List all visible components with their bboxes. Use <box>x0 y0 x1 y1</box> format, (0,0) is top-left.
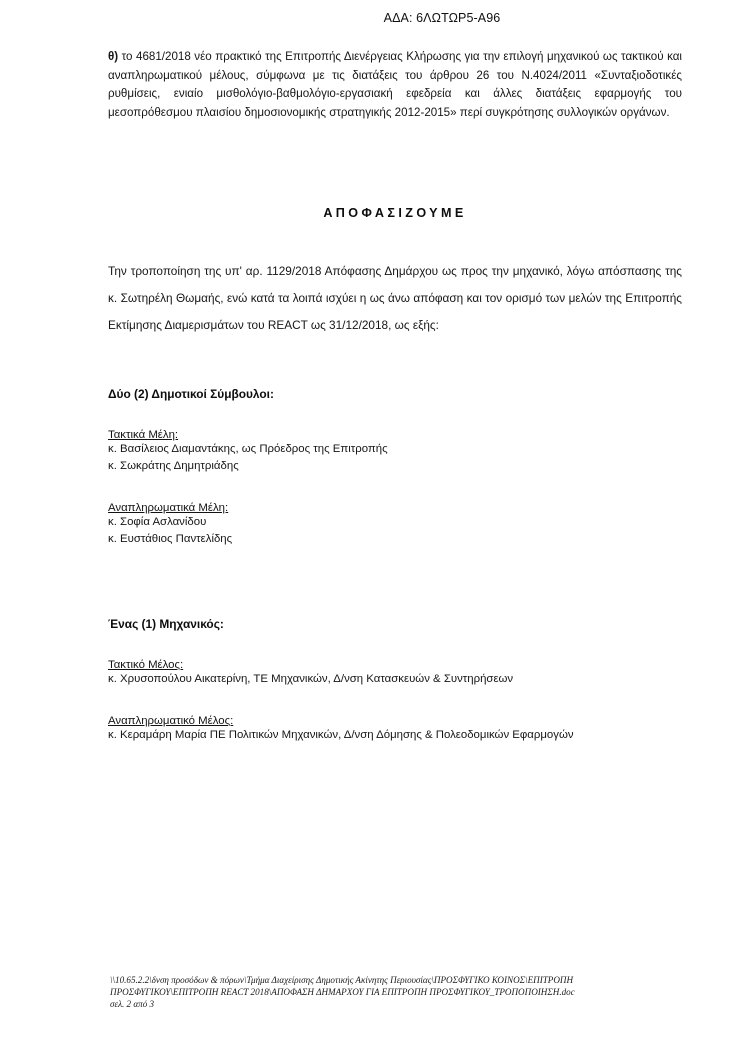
list-item: κ. Βασίλειος Διαμαντάκης, ως Πρόεδρος της Επιτροπής <box>108 443 388 456</box>
ada-reference-text: ΑΔΑ: 6ΛΩΤΩΡ5-Α96 <box>383 11 501 25</box>
intro-paragraph <box>108 48 682 122</box>
section-title-engineer: Ένας (1) Μηχανικός: <box>108 617 224 631</box>
spacer <box>108 220 682 258</box>
footer-page-number: σελ. 2 από 3 <box>110 999 155 1010</box>
spacer <box>108 339 682 387</box>
document-footer <box>110 975 670 1011</box>
decision-heading: ΑΠΟΦΑΣΙΖΟΥΜΕ <box>323 206 467 221</box>
decision-body-paragraph: Την τροποποίηση της υπ' αρ. 1129/2018 Απόφασης Δημάρχου ως προς την μηχανικό, λόγω απόσπασης της κ. Σωτηρέλη Θωμαής, ενώ κατά τα λοιπά ισχύει η ως άνω απόφαση και τον ορισμό των μελών της Επιτροπής Εκτίμησης Διαμερισμάτων του REACT ως 31/12/2018, ως εξής: <box>108 264 682 333</box>
spacer <box>108 631 682 659</box>
intro-text: το 4681/2018 νέο πρακτικό της Επιτροπής Διενέργειας Κλήρωσης για την επιλογή μηχανικού ως τακτικού και αναπληρωματικού μέλους, σύμφωνα με τις διατάξεις του άρθρου 26 του Ν.4024/2011 «Συνταξιοδοτικές ρυθμίσεις, ενιαίο μισθολόγιο-βαθμολόγιο-εργασιακή εφεδρεία και άλλες διατάξεις εφαρμογής του μεσοπρόθεσμου πλαισίου δημοσιονομικής στρατηγικής 2012-2015» περί συγκρότησης συλλογικών οργάνων. <box>108 50 682 119</box>
spacer <box>108 474 682 502</box>
list-item: κ. Ευστάθιος Παντελίδης <box>108 532 233 545</box>
spacer <box>108 547 682 617</box>
footer-path-line-2: ΠΡΟΣΦΥΓΙΚΟΥ\ΕΠΙΤΡΟΠΗ REACT 2018\ΑΠΟΦΑΣΗ ΔΗΜΑΡΧΟΥ ΓΙΑ ΕΠΙΤΡΟΠΗ ΠΡΟΣΦΥΓΙΚΟΥ_ΤΡΟΠΟΠΟΙΗΣΗ.doc <box>110 986 575 997</box>
engineer-substitute-label: Αναπληρωματικό Μέλος: <box>108 715 234 728</box>
engineer-regular-label: Τακτικό Μέλος: <box>108 659 184 671</box>
spacer <box>108 401 682 429</box>
footer-path-line-1: \\10.65.2.2\δνση προσόδων & πόρων\Τμήμα Διαχείρισης Δημοτικής Ακίνητης Περιουσίας\ΠΡΟΣΦΥΓΙΚΟ ΚΟΙΝΟΣ\ΕΠΙΤΡΟΠΗ <box>110 975 574 985</box>
document-content <box>108 48 682 744</box>
councillors-regular-label: Τακτικά Μέλη: <box>108 429 179 442</box>
list-item: κ. Σοφία Ασλανίδου <box>108 516 207 529</box>
councillors-substitute-label: Αναπληρωματικά Μέλη: <box>108 502 229 515</box>
spacer <box>108 122 682 206</box>
intro-marker: θ) <box>108 50 119 63</box>
ada-reference-header <box>0 11 734 25</box>
list-item: κ. Σωκράτης Δημητριάδης <box>108 459 239 472</box>
list-item: κ. Κεραμάρη Μαρία ΠΕ Πολιτικών Μηχανικών, Δ/νση Δόμησης & Πολεοδομικών Εφαρμογών <box>108 729 574 742</box>
spacer <box>108 687 682 715</box>
section-title-councillors: Δύο (2) Δημοτικοί Σύμβουλοι: <box>108 387 274 402</box>
list-item: κ. Χρυσοπούλου Αικατερίνη, ΤΕ Μηχανικών, Δ/νση Κατασκευών & Συντηρήσεων <box>108 673 514 685</box>
